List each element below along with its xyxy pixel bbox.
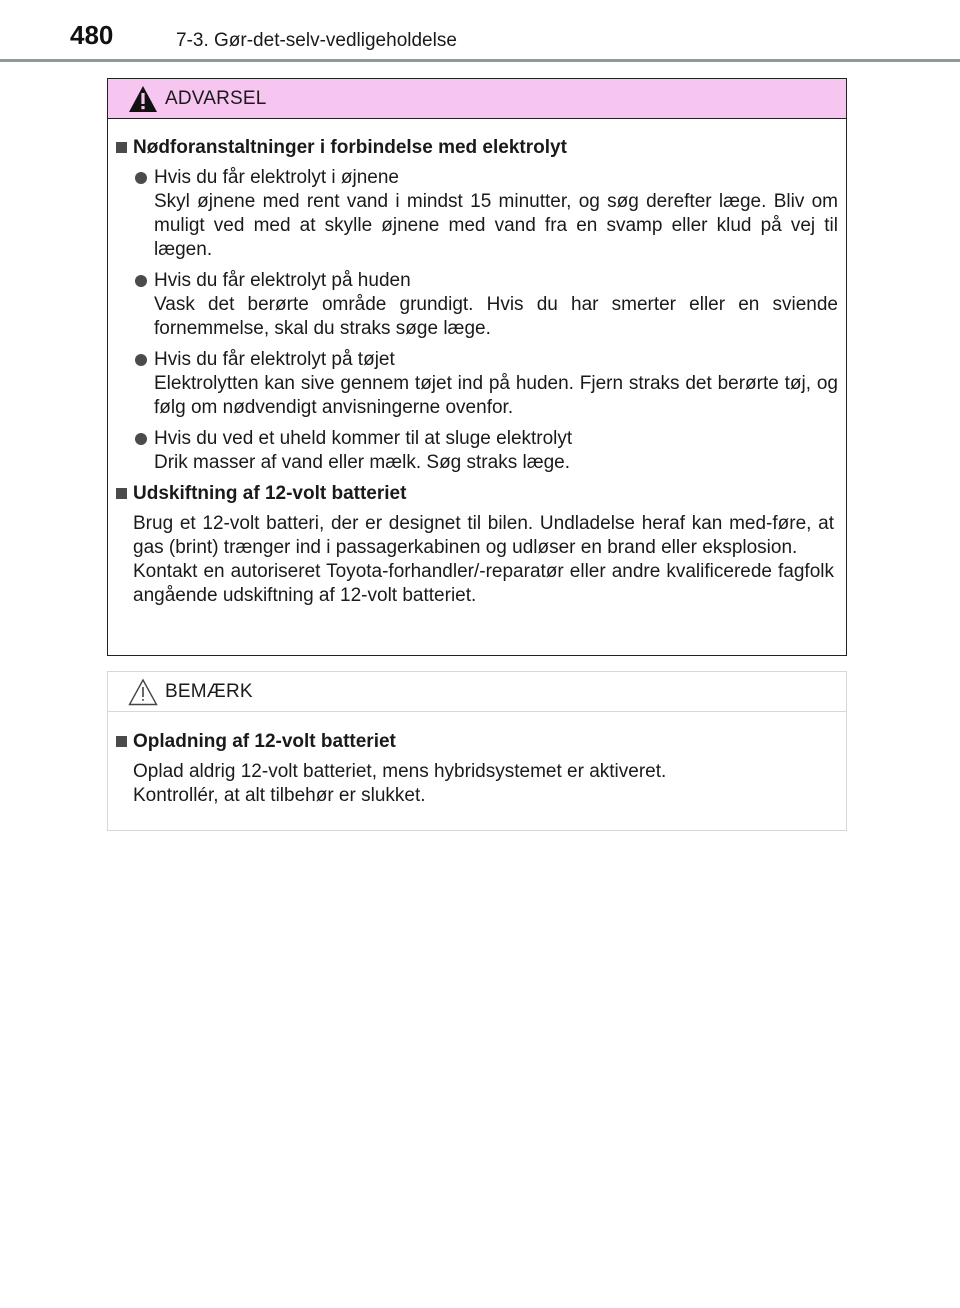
paragraph-text: Kontrollér, at alt tilbehør er slukket. bbox=[133, 785, 426, 806]
subheading-text: Nødforanstaltninger i forbindelse med elektrolyt bbox=[133, 137, 567, 158]
warning-body bbox=[108, 119, 846, 608]
circle-bullet-icon bbox=[135, 354, 147, 366]
warning-box-header bbox=[108, 79, 846, 119]
list-item bbox=[116, 269, 838, 341]
subheading-electrolyte bbox=[116, 136, 838, 160]
warning-triangle-filled-icon bbox=[128, 85, 158, 113]
page-number: 480 bbox=[70, 20, 114, 50]
list-item bbox=[116, 427, 838, 475]
bullet-text: Skyl øjnene med rent vand i mindst 15 minutter, og søg derefter læge. Bliv om muligt ved med at skylle øjnene med vand fra en svamp eller klud på vej til lægen. bbox=[154, 191, 838, 260]
subheading-battery-replacement bbox=[116, 482, 838, 506]
subheading-charging bbox=[116, 730, 838, 754]
warning-label: ADVARSEL bbox=[165, 88, 267, 109]
paragraph-text: Brug et 12-volt batteri, der er designet til bilen. Undladelse heraf kan med-føre, at gas (brint) trænger ind i passagerkabinen og udløser en brand eller eksplosion. bbox=[133, 513, 834, 558]
bullet-title: Hvis du får elektrolyt på huden bbox=[154, 270, 411, 291]
list-item bbox=[116, 166, 838, 262]
bullet-title: Hvis du får elektrolyt på tøjet bbox=[154, 349, 395, 370]
square-bullet-icon bbox=[116, 736, 127, 747]
paragraph-text: Oplad aldrig 12-volt batteriet, mens hybridsystemet er aktiveret. bbox=[133, 761, 667, 782]
bullet-text: Elektrolytten kan sive gennem tøjet ind på huden. Fjern straks det berørte tøj, og følg om nødvendigt anvisningerne ovenfor. bbox=[154, 373, 838, 418]
bullet-title: Hvis du ved et uheld kommer til at sluge elektrolyt bbox=[154, 428, 573, 449]
paragraph-text: Kontakt en autoriseret Toyota-forhandler/-reparatør eller andre kvalificerede fagfolk angående udskiftning af 12-volt batteriet. bbox=[133, 561, 834, 606]
square-bullet-icon bbox=[116, 142, 127, 153]
bullet-text: Vask det berørte område grundigt. Hvis du har smerter eller en sviende fornemmelse, skal du straks søge læge. bbox=[154, 294, 838, 339]
circle-bullet-icon bbox=[135, 172, 147, 184]
bullet-text: Drik masser af vand eller mælk. Søg straks læge. bbox=[154, 452, 571, 473]
paragraph bbox=[116, 760, 834, 808]
section-title: 7-3. Gør-det-selv-vedligeholdelse bbox=[176, 30, 457, 51]
circle-bullet-icon bbox=[135, 433, 147, 445]
circle-bullet-icon bbox=[135, 275, 147, 287]
warning-box bbox=[107, 78, 847, 656]
subheading-text: Opladning af 12-volt batteriet bbox=[133, 731, 396, 752]
list-item bbox=[116, 348, 838, 420]
notice-body bbox=[108, 712, 846, 808]
header-rule bbox=[0, 59, 960, 62]
subheading-text: Udskiftning af 12-volt batteriet bbox=[133, 483, 407, 504]
bullet-title: Hvis du får elektrolyt i øjnene bbox=[154, 167, 399, 188]
square-bullet-icon bbox=[116, 488, 127, 499]
notice-box bbox=[107, 671, 847, 831]
notice-label: BEMÆRK bbox=[165, 681, 253, 702]
page-header bbox=[0, 0, 960, 62]
notice-box-header bbox=[108, 672, 846, 712]
caution-triangle-outline-icon bbox=[128, 678, 158, 706]
paragraph bbox=[116, 512, 834, 608]
